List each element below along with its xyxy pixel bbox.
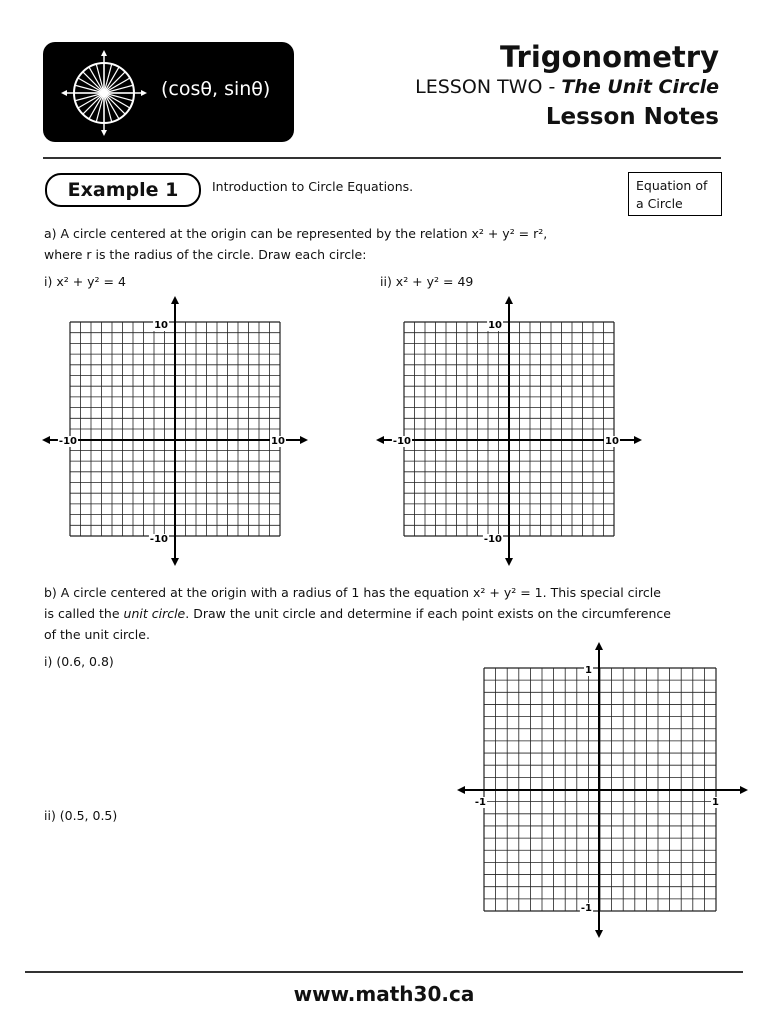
page-title: Trigonometry: [499, 40, 719, 74]
part-b-line2: [44, 603, 744, 624]
lesson-prefix: LESSON TWO -: [415, 76, 562, 98]
part-b-line2-post: . Draw the unit circle and determine if each point exists on the circumference: [185, 606, 671, 621]
axis-label-right: 10: [605, 436, 619, 447]
part-a-text: [44, 223, 604, 265]
footer-divider: [25, 971, 743, 973]
part-b-i-point: i) (0.6, 0.8): [44, 654, 114, 669]
part-b-line2-em: unit circle: [123, 606, 186, 621]
example-label: Example 1: [45, 173, 201, 207]
topic-tag-line2: a Circle: [636, 196, 683, 211]
part-a-line2: where r is the radius of the circle. Draw each circle:: [44, 247, 367, 262]
axis-label-bottom: -10: [149, 534, 168, 545]
part-b-ii-point: ii) (0.5, 0.5): [44, 808, 118, 823]
part-a-line1: a) A circle centered at the origin can be represented by the relation x² + y² = r²,: [44, 226, 548, 241]
axis-label-bottom: -1: [580, 903, 592, 914]
part-b-text: [44, 582, 744, 645]
part-a-ii-label: ii) x² + y² = 49: [380, 274, 474, 289]
axis-label-top: 10: [488, 320, 502, 331]
part-a-i-label: i) x² + y² = 4: [44, 274, 126, 289]
footer-url[interactable]: www.math30.ca: [293, 982, 475, 1006]
lesson-notes-heading: Lesson Notes: [545, 104, 719, 130]
unit-circle-logo-icon: [61, 50, 147, 136]
header-divider: [43, 157, 721, 159]
axis-label-top: 10: [154, 320, 168, 331]
lesson-subtitle: [415, 76, 719, 98]
axis-label-bottom: -10: [483, 534, 502, 545]
logo-panel: [43, 42, 294, 142]
example-intro: Introduction to Circle Equations.: [212, 179, 414, 194]
topic-tag-line1: Equation of: [636, 178, 708, 193]
axis-label-right: 10: [271, 436, 285, 447]
topic-tag: [628, 172, 722, 216]
grid-unit-circle[interactable]: [455, 642, 750, 938]
axis-label-top: 1: [585, 665, 592, 676]
part-b-line1: b) A circle centered at the origin with a radius of 1 has the equation x² + y² = 1. This special circle: [44, 585, 661, 600]
part-b-line2-pre: is called the: [44, 606, 124, 621]
axis-label-right: 1: [712, 797, 719, 808]
part-b-line3: of the unit circle.: [44, 627, 150, 642]
axis-label-left: -10: [392, 436, 411, 447]
axis-label-left: -10: [58, 436, 77, 447]
grid-a-i[interactable]: [40, 296, 310, 566]
grid-a-ii[interactable]: [374, 296, 644, 566]
axis-label-left: -1: [474, 797, 486, 808]
logo-text: (cosθ, sinθ): [161, 78, 271, 100]
lesson-topic: The Unit Circle: [561, 76, 719, 98]
